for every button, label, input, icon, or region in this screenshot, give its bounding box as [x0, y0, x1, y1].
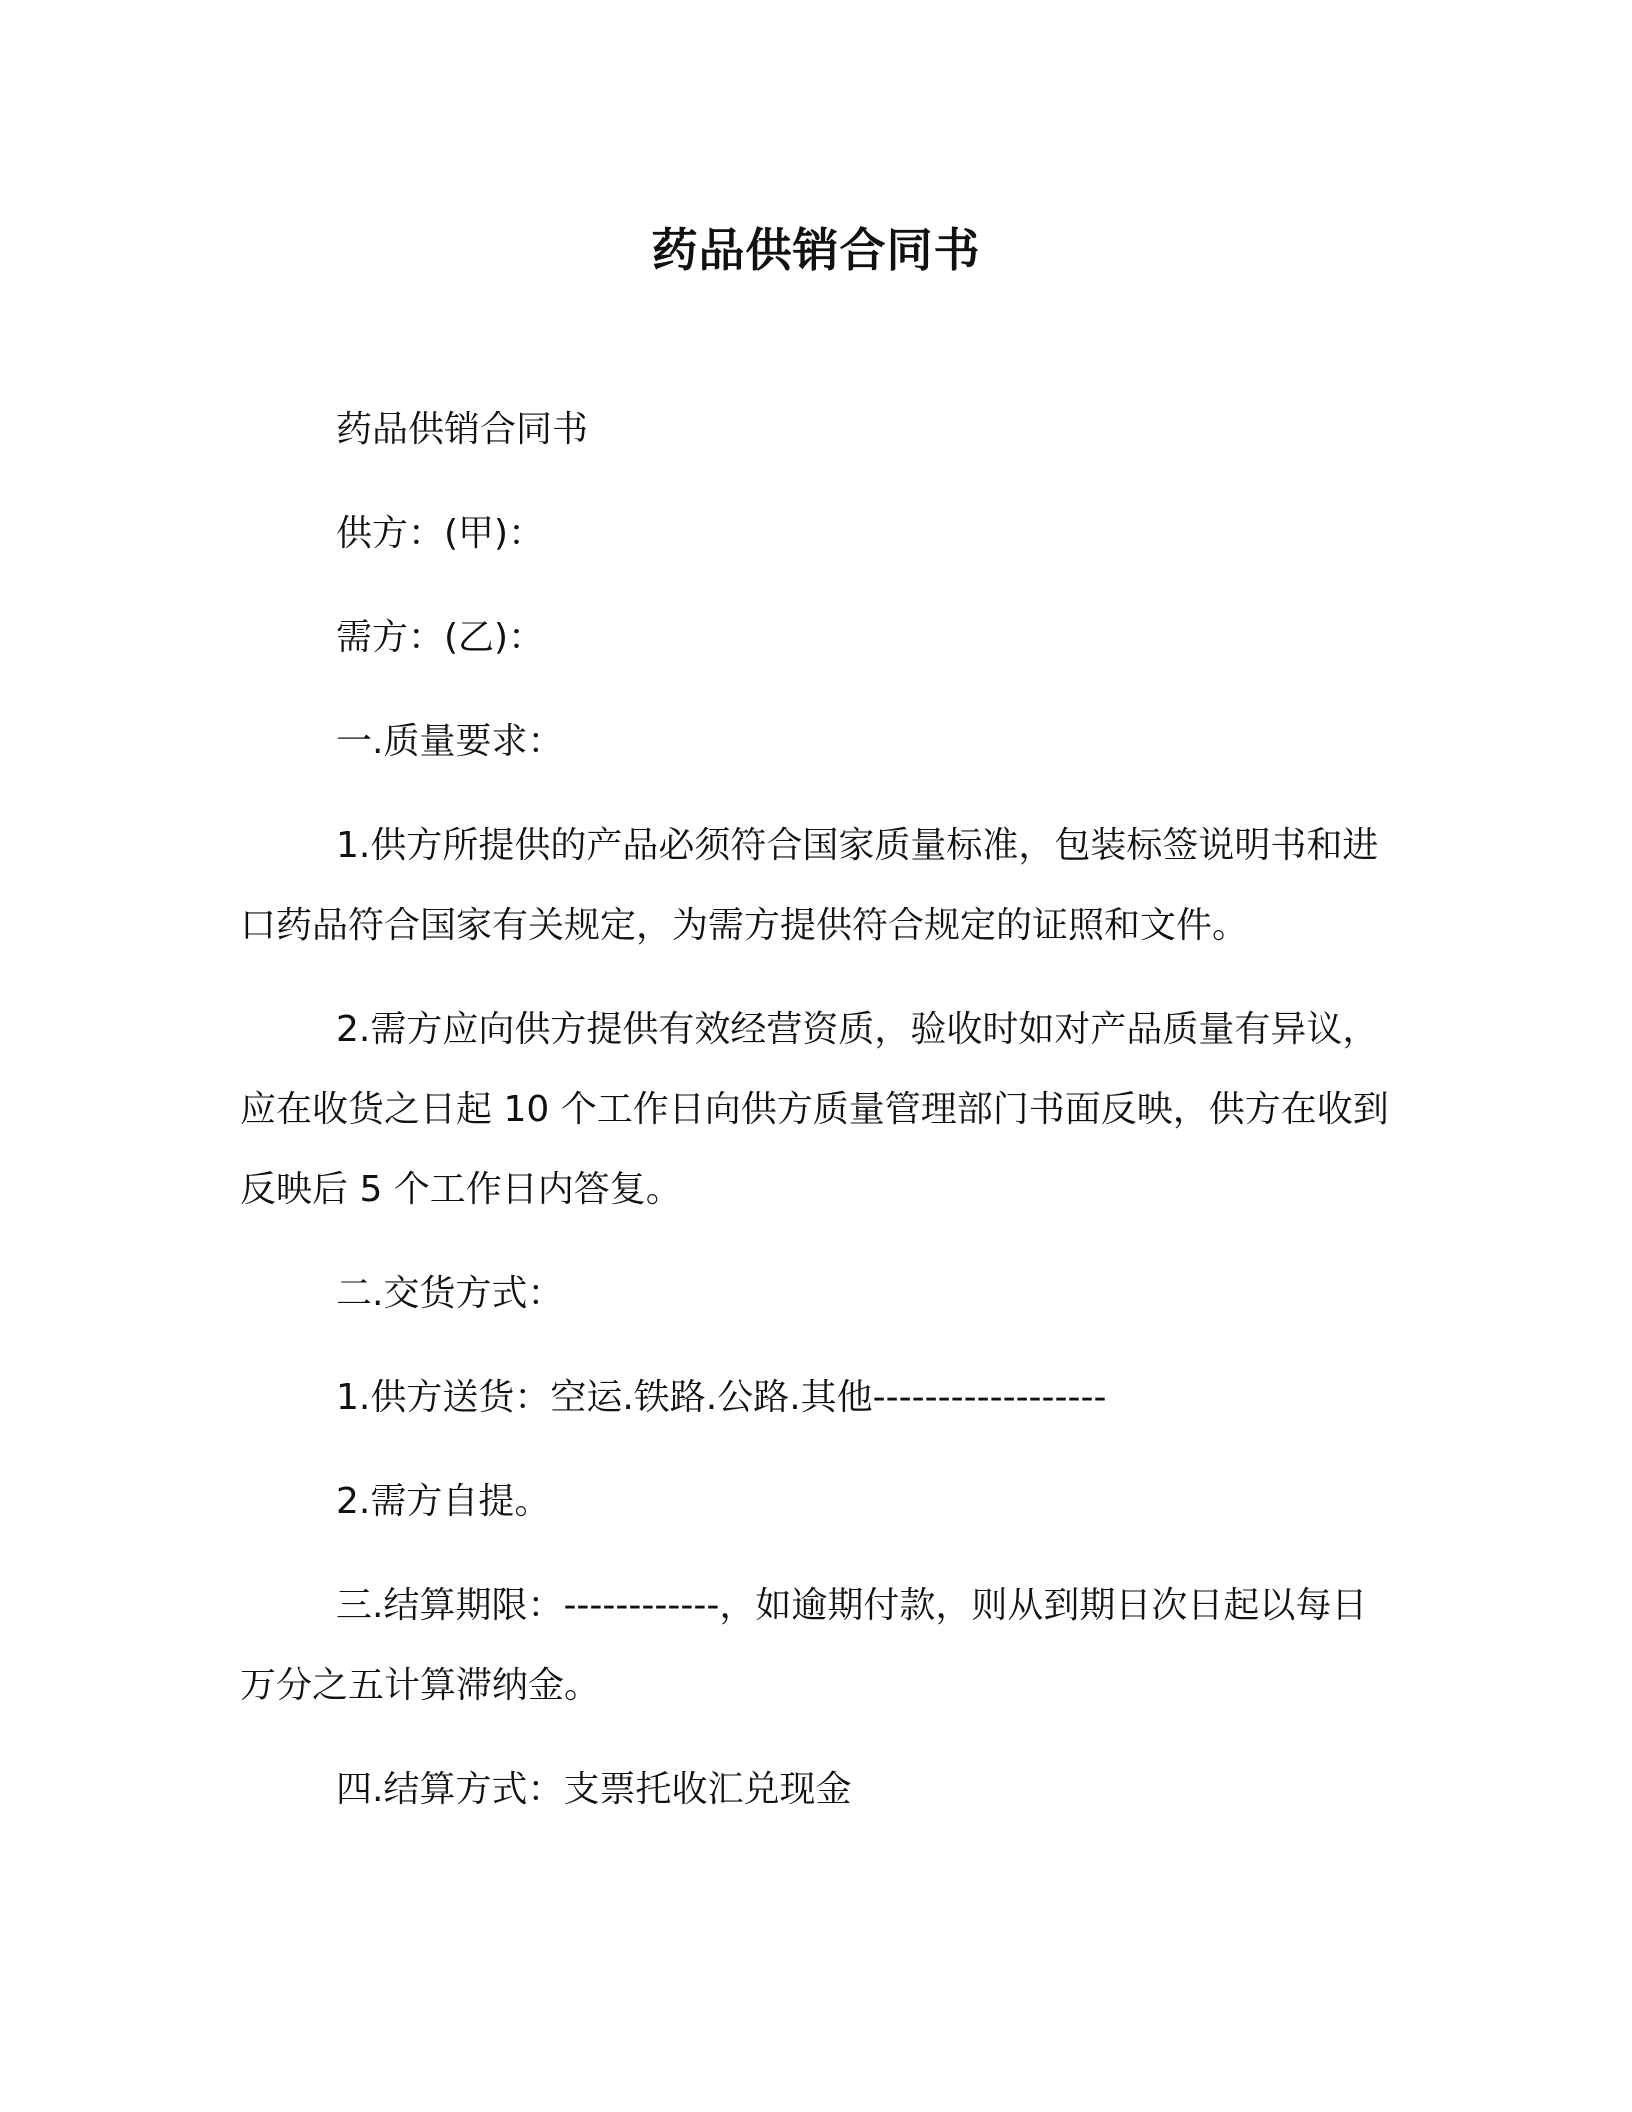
paragraph-delivery-1: 1.供方送货：空运.铁路.公路.其他------------------: [336, 1377, 1107, 1418]
document-title: 药品供销合同书: [651, 223, 981, 277]
paragraph-delivery-2: 2.需方自提。: [336, 1481, 551, 1522]
paragraph-quality-2: 2.需方应向供方提供有效经营资质，验收时如对产品质量有异议，应在收货之日起 10 个工作日向供方质量管理部门书面反映，供方在收到反映后 5 个工作日内答复。: [240, 1009, 1389, 1210]
paragraph-buyer: 需方：(乙)：: [336, 617, 545, 658]
section-settlement-method: 四.结算方式：支票托收汇兑现金: [336, 1769, 852, 1810]
section-settlement-period: 三.结算期限：------------，如逾期付款，则从到期日次日起以每日万分之五计算滞纳金。: [240, 1585, 1368, 1706]
section-heading-quality: 一.质量要求：: [336, 721, 564, 762]
section-heading-delivery: 二.交货方式：: [336, 1273, 564, 1314]
document-body: [240, 390, 1392, 1830]
paragraph-subtitle: 药品供销合同书: [336, 409, 589, 450]
paragraph-supplier: 供方：(甲)：: [336, 513, 545, 554]
paragraph-quality-1: 1.供方所提供的产品必须符合国家质量标准，包装标签说明书和进口药品符合国家有关规定，为需方提供符合规定的证照和文件。: [240, 825, 1379, 946]
